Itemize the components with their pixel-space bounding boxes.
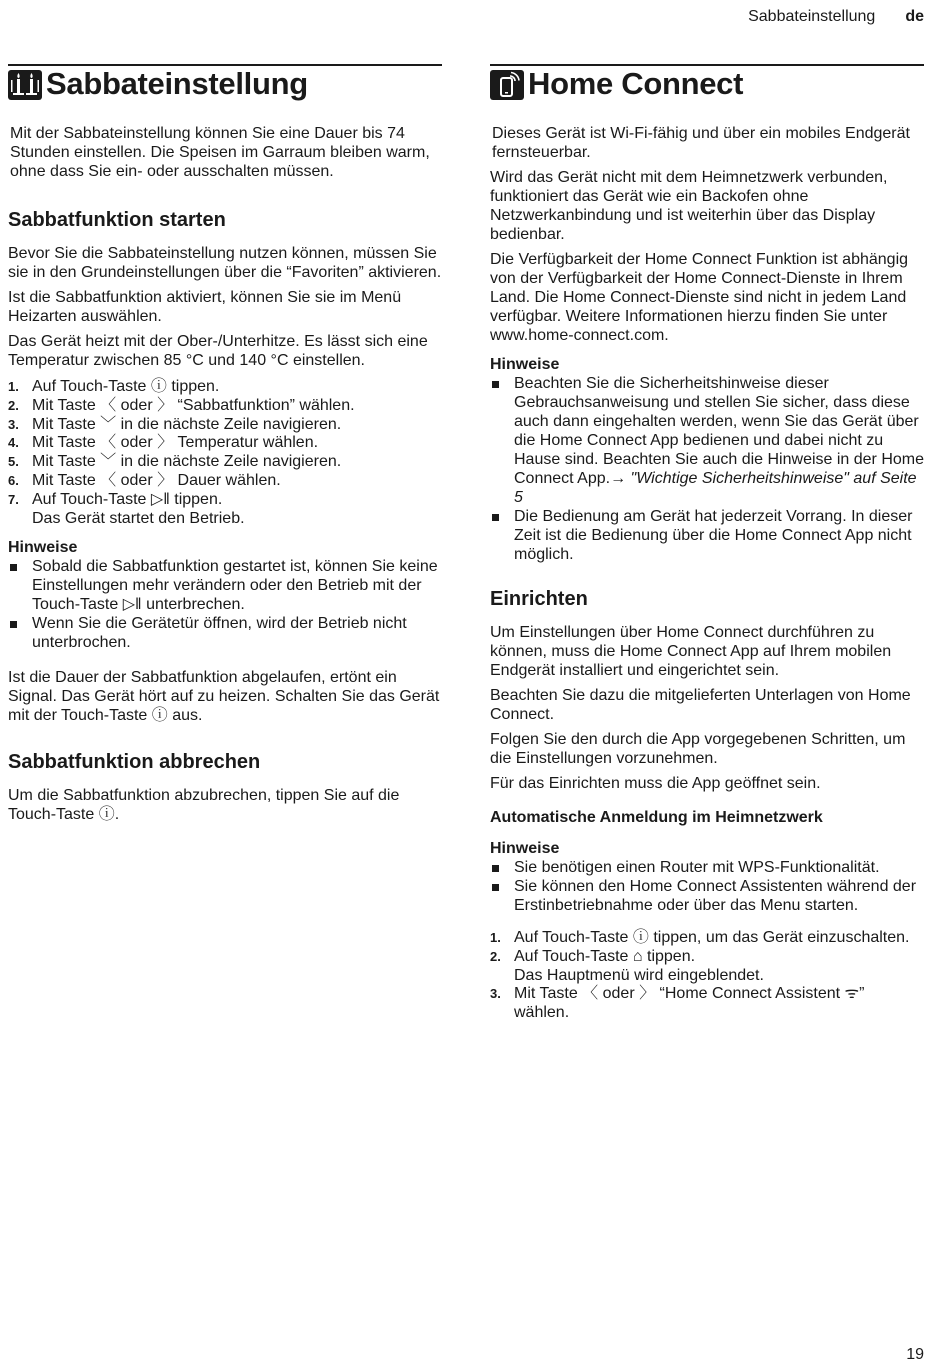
right-column bbox=[490, 64, 924, 1029]
section-title: Home Connect bbox=[528, 66, 744, 101]
step-item: 3. Mit Taste 〈 oder 〉 “Home Connect Assistent ᯤ” wählen. bbox=[490, 985, 865, 1022]
subheading-setup: Einrichten bbox=[490, 588, 588, 610]
paragraph: Wird das Gerät nicht mit dem Heimnetzwerk verbunden, funktioniert das Gerät wie ein Backofen ohne Netzwerkanbindung und ist weiterhin über das Display bedienbar. bbox=[490, 169, 888, 243]
paragraph: Ist die Sabbatfunktion aktiviert, können Sie sie im Menü Heizarten auswählen. bbox=[8, 289, 402, 325]
notes-heading: Hinweise bbox=[8, 539, 78, 557]
running-header bbox=[748, 8, 924, 26]
step-item: 1. Auf Touch-Taste ⓘ tippen, um das Gerät einzuschalten. bbox=[490, 929, 910, 946]
step-item: 5. Mit Taste ﹀ in die nächste Zeile navigieren. bbox=[8, 453, 342, 471]
note-item: Beachten Sie die Sicherheitshinweise dieser Gebrauchsanweisung und stellen Sie sicher, dass diese auch dann eingehalten werden, wenn Sie das Gerät über die Home Connect App bedienen und dabei nicht zu Hause sind. Beachten Sie auch die Hinweise in der Home Connect App.→ "Wichtige Sicherheitshinweise" auf Seite 5 bbox=[490, 374, 924, 507]
step-result: Das Gerät startet den Betrieb. bbox=[32, 509, 245, 527]
notes-heading: Hinweise bbox=[490, 356, 560, 373]
note-item: Sobald die Sabbatfunktion gestartet ist, können Sie keine Einstellungen mehr verändern oder den Betrieb mit der Touch-Taste ▷‖ unterbrechen. bbox=[8, 557, 442, 614]
phone-wifi-icon bbox=[490, 70, 524, 100]
paragraph: Das Gerät heizt mit der Ober-/Unterhitze. Es lässt sich eine Temperatur zwischen 85 °C und 140 °C einstellen. bbox=[8, 333, 428, 369]
paragraph: Für das Einrichten muss die App geöffnet sein. bbox=[490, 775, 821, 792]
note-item: Sie benötigen einen Router mit WPS-Funktionalität. bbox=[490, 858, 924, 877]
subheading-auto-login: Automatische Anmeldung im Heimnetzwerk bbox=[490, 809, 823, 826]
notes-heading: Hinweise bbox=[490, 840, 560, 857]
paragraph: Die Verfügbarkeit der Home Connect Funktion ist abhängig von der Verfügbarkeit der Home Connect-Dienste in Ihrem Land. Die Home Connect-Dienste sind nicht in jedem Land verfügbar. Weitere Informationen hierzu finden Sie unter www.home-connect.com. bbox=[490, 251, 909, 344]
notes-list bbox=[490, 858, 924, 915]
paragraph: Folgen Sie den durch die App vorgegebenen Schritten, um die Einstellungen vorzunehmen. bbox=[490, 731, 906, 767]
sabbath-candles-icon bbox=[8, 70, 42, 100]
paragraph: Ist die Dauer der Sabbatfunktion abgelaufen, ertönt ein Signal. Das Gerät hört auf zu heizen. Schalten Sie das Gerät mit der Touch-Taste ⓘ aus. bbox=[8, 669, 440, 725]
intro-paragraph: Dieses Gerät ist Wi-Fi-fähig und über ein mobiles Endgerät fernsteuerbar. bbox=[492, 125, 910, 161]
language-code: de bbox=[905, 8, 924, 25]
paragraph: Bevor Sie die Sabbateinstellung nutzen können, müssen Sie sie in den Grundeinstellungen über die “Favoriten” aktivieren. bbox=[8, 245, 442, 281]
arrow-icon: → bbox=[610, 470, 627, 487]
section-header-sabbath bbox=[8, 64, 442, 106]
intro-paragraph: Mit der Sabbateinstellung können Sie eine Dauer bis 74 Stunden einstellen. Die Speisen im Garraum bleiben warm, ohne dass Sie ein- oder ausschalten müssen. bbox=[10, 125, 430, 180]
subheading-abort: Sabbatfunktion abbrechen bbox=[8, 751, 261, 774]
step-item: 2. Auf Touch-Taste ⌂ tippen. Das Hauptmenü wird eingeblendet. bbox=[490, 947, 764, 984]
notes-list bbox=[490, 374, 924, 564]
section-header-home-connect bbox=[490, 64, 924, 106]
step-item: 1. Auf Touch-Taste ⓘ tippen. bbox=[8, 378, 220, 395]
left-column bbox=[8, 64, 442, 830]
page-number: 19 bbox=[906, 1346, 924, 1363]
paragraph: Um die Sabbatfunktion abzubrechen, tippen Sie auf die Touch-Taste ⓘ. bbox=[8, 787, 400, 824]
step-item: 6. Mit Taste 〈 oder 〉 Dauer wählen. bbox=[8, 471, 281, 489]
running-title: Sabbateinstellung bbox=[748, 8, 876, 25]
notes-list bbox=[8, 557, 442, 652]
paragraph: Um Einstellungen über Home Connect durchführen zu können, muss die Home Connect App auf Ihrem mobilen Endgerät installiert und eingerichtet sein. bbox=[490, 624, 892, 679]
section-title: Sabbateinstellung bbox=[46, 66, 308, 101]
note-item: Die Bedienung am Gerät hat jederzeit Vorrang. In dieser Zeit ist die Bedienung über die Home Connect App nicht möglich. bbox=[490, 507, 924, 564]
cross-reference: "Wichtige Sicherheitshinweise" auf Seite 5 bbox=[514, 470, 917, 506]
note-item: Wenn Sie die Gerätetür öffnen, wird der Betrieb nicht unterbrochen. bbox=[8, 614, 442, 652]
step-result: Das Hauptmenü wird eingeblendet. bbox=[514, 966, 764, 984]
step-item: 4. Mit Taste 〈 oder 〉 Temperatur wählen. bbox=[8, 434, 319, 452]
step-item: 2. Mit Taste 〈 oder 〉 “Sabbatfunktion” wählen. bbox=[8, 396, 355, 414]
paragraph: Beachten Sie dazu die mitgelieferten Unterlagen von Home Connect. bbox=[490, 687, 911, 723]
step-list bbox=[490, 929, 924, 1023]
step-item: 7. Auf Touch-Taste ▷‖ tippen. Das Gerät startet den Betrieb. bbox=[8, 490, 245, 527]
subheading-start: Sabbatfunktion starten bbox=[8, 209, 226, 231]
step-item: 3. Mit Taste ﹀ in die nächste Zeile navigieren. bbox=[8, 415, 342, 433]
step-list bbox=[8, 378, 442, 528]
note-item: Sie können den Home Connect Assistenten während der Erstinbetriebnahme oder über das Menu starten. bbox=[490, 877, 924, 915]
